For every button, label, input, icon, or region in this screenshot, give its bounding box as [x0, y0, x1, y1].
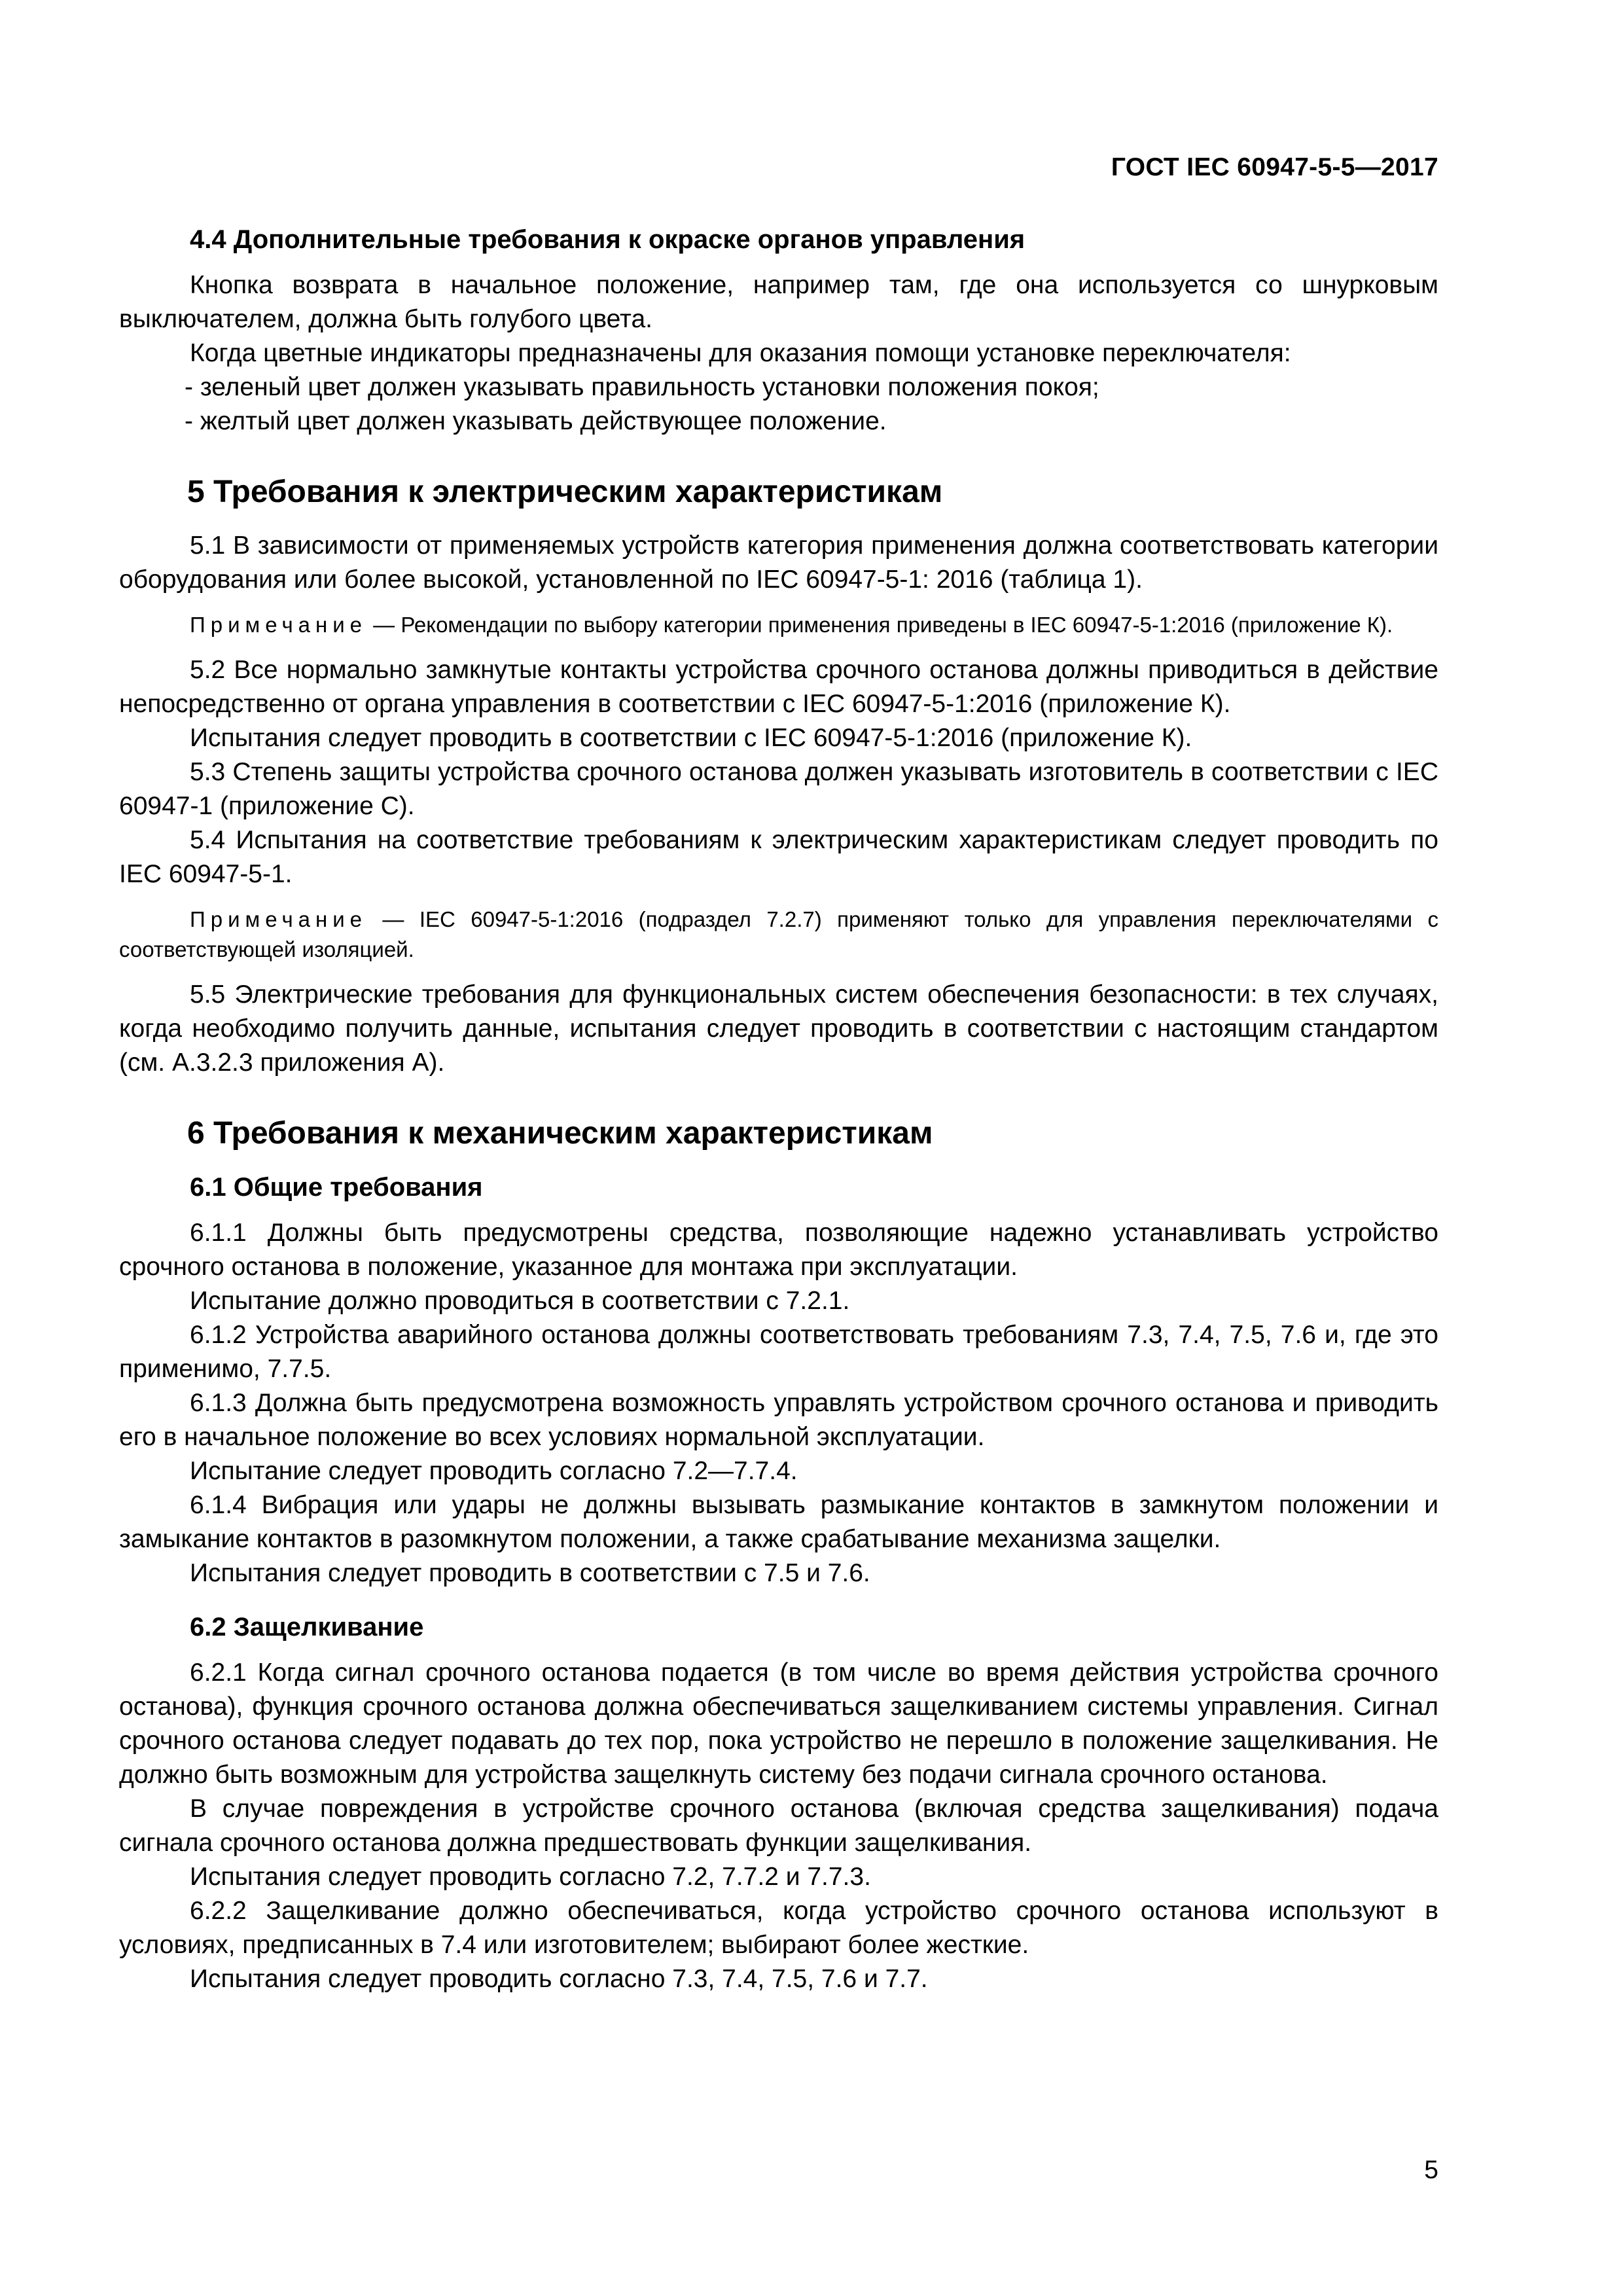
note	[119, 905, 1438, 965]
section-4-4-title: 4.4 Дополнительные требования к окраске органов управления	[190, 225, 1026, 254]
paragraph: 6.1.3 Должна быть предусмотрена возможность управлять устройством срочного останова и приводить его в начальное положение во всех условиях нормальной эксплуатации.	[119, 1389, 1438, 1451]
note-label: Примечание	[190, 907, 368, 931]
note-text: — IEC 60947-5-1:2016 (подраздел 7.2.7) применяют только для управления переключателями с соответствующей изоляцией.	[119, 907, 1438, 961]
paragraph: Испытания следует проводить в соответствии с 7.5 и 7.6.	[190, 1559, 870, 1587]
paragraph: 5.3 Степень защиты устройства срочного останова должен указывать изготовитель в соответствии с IEC 60947-1 (приложение С).	[119, 758, 1438, 820]
page-content	[119, 223, 1438, 1996]
note-text: — Рекомендации по выбору категории применения приведены в IEC 60947-5-1:2016 (приложение К).	[367, 613, 1393, 637]
section-5-title: 5 Требования к электрическим характеристикам	[187, 475, 943, 509]
paragraph: 6.1.2 Устройства аварийного останова должны соответствовать требованиям 7.3, 7.4, 7.5, 7.6 и, где это применимо, 7.7.5.	[119, 1321, 1438, 1383]
document-page	[119, 0, 1438, 2296]
paragraph: 6.1.1 Должны быть предусмотрены средства, позволяющие надежно устанавливать устройство срочного останова в положение, указанное для монтажа при эксплуатации.	[119, 1219, 1438, 1281]
paragraph: 5.5 Электрические требования для функциональных систем обеспечения безопасности: в тех случаях, когда необходимо получить данные, испытания следует проводить в соответствии с настоящим стандартом (см. А.3.2.3 приложения А).	[119, 980, 1438, 1077]
paragraph: 5.2 Все нормально замкнутые контакты устройства срочного останова должны приводиться в действие непосредственно от органа управления в соответствии с IEC 60947-5-1:2016 (приложение К).	[119, 656, 1438, 718]
paragraph: В случае повреждения в устройстве срочного останова (включая средства защелкивания) подача сигнала срочного останова должна предшествовать функции защелкивания.	[119, 1795, 1438, 1857]
paragraph: Испытания следует проводить в соответствии с IEC 60947-5-1:2016 (приложение К).	[190, 724, 1192, 752]
paragraph: 5.1 В зависимости от применяемых устройств категория применения должна соответствовать категории оборудования или более высокой, установленной по IEC 60947-5-1: 2016 (таблица 1).	[119, 531, 1438, 594]
paragraph: 6.2.1 Когда сигнал срочного останова подается (в том числе во время действия устройства срочного останова), функция срочного останова должна обеспечиваться защелкиванием системы управления. Сигнал срочного останова следует подавать до тех пор, пока устройство не перешло в положение защелкивания. Не должно быть возможным для устройства защелкнуть систему без подачи сигнала срочного останова.	[119, 1659, 1438, 1789]
paragraph: Испытание следует проводить согласно 7.2—7.7.4.	[190, 1457, 798, 1485]
paragraph: Испытания следует проводить согласно 7.3, 7.4, 7.5, 7.6 и 7.7.	[190, 1965, 928, 1993]
note-label: Примечание	[190, 613, 368, 637]
list-item: - желтый цвет должен указывать действующее положение.	[185, 407, 887, 435]
paragraph: 5.4 Испытания на соответствие требованиям к электрическим характеристикам следует проводить по IEC 60947-5-1.	[119, 826, 1438, 888]
section-6-title: 6 Требования к механическим характеристикам	[187, 1116, 933, 1151]
section-6-1-title: 6.1 Общие требования	[190, 1173, 483, 1202]
paragraph: 6.1.4 Вибрация или удары не должны вызывать размыкание контактов в замкнутом положении и замыкание контактов в разомкнутом положении, а также срабатывание механизма защелки.	[119, 1491, 1438, 1553]
paragraph: Испытание должно проводиться в соответствии с 7.2.1.	[190, 1287, 850, 1315]
paragraph: 6.2.2 Защелкивание должно обеспечиваться, когда устройство срочного останова используют в условиях, предписанных в 7.4 или изготовителем; выбирают более жесткие.	[119, 1897, 1438, 1959]
standard-designation: ГОСТ IEC 60947-5-5—2017	[1111, 153, 1438, 181]
note	[119, 610, 1438, 640]
section-6-2-title: 6.2 Защелкивание	[190, 1613, 424, 1641]
paragraph: Испытания следует проводить согласно 7.2, 7.7.2 и 7.7.3.	[190, 1863, 871, 1891]
paragraph: Кнопка возврата в начальное положение, например там, где она используется со шнурковым выключателем, должна быть голубого цвета.	[119, 271, 1438, 333]
paragraph: Когда цветные индикаторы предназначены для оказания помощи установке переключателя:	[190, 339, 1291, 367]
page-number: 5	[1424, 2156, 1438, 2184]
list-item: - зеленый цвет должен указывать правильность установки положения покоя;	[185, 373, 1099, 401]
